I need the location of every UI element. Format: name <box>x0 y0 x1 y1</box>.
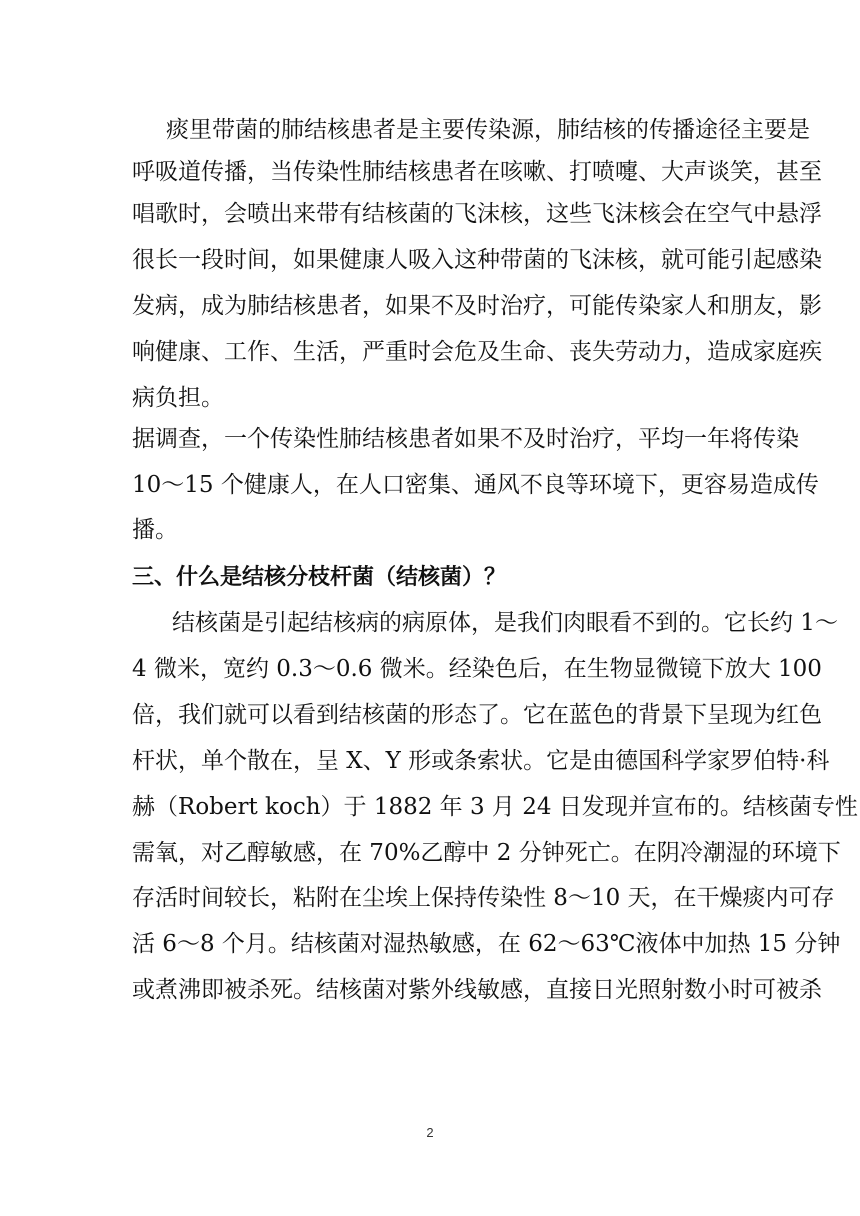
section-3-line-2: 4 微米，宽约 0.3～0.6 微米。经染色后，在生物显微镜下放大 100 <box>132 656 822 682</box>
section-3-line-9: 或煮沸即被杀死。结核菌对紫外线敏感，直接日光照射数小时可被杀 <box>132 977 822 1003</box>
page-number: 2 <box>426 1125 434 1140</box>
section-3-heading: 三、什么是结核分枝杆菌（结核菌）？ <box>132 565 507 590</box>
paragraph-2-line-1: 据调查，一个传染性肺结核患者如果不及时治疗，平均一年将传染 <box>132 426 799 452</box>
paragraph-1-line-4: 很长一段时间，如果健康人吸入这种带菌的飞沫核，就可能引起感染 <box>132 247 822 273</box>
section-3-line-4: 杆状，单个散在，呈 X、Y 形或条索状。它是由德国科学家罗伯特·科 <box>132 748 830 774</box>
section-3-line-8: 活 6～8 个月。结核菌对湿热敏感，在 62～63℃液体中加热 15 分钟 <box>132 931 841 957</box>
section-3-line-7: 存活时间较长，粘附在尘埃上保持传染性 8～10 天，在干燥痰内可存 <box>132 885 835 911</box>
paragraph-2-line-2: 10～15 个健康人，在人口密集、通风不良等环境下，更容易造成传 <box>132 472 819 498</box>
paragraph-1-line-3: 唱歌时，会喷出来带有结核菌的飞沫核，这些飞沫核会在空气中悬浮 <box>132 201 822 227</box>
section-3-line-5: 赫（Robert koch）于 1882 年 3 月 24 日发现并宣布的。结核菌专性 <box>132 794 858 820</box>
section-3-line-1: 结核菌是引起结核病的病原体，是我们肉眼看不到的。它长约 1～ <box>172 610 838 636</box>
section-3-line-6: 需氧，对乙醇敏感，在 70%乙醇中 2 分钟死亡。在阴冷潮湿的环境下 <box>132 840 841 866</box>
paragraph-1-line-7: 病负担。 <box>132 385 224 411</box>
paragraph-2-line-3: 播。 <box>132 517 178 543</box>
paragraph-1-line-1: 痰里带菌的肺结核患者是主要传染源，肺结核的传播途径主要是 <box>166 117 810 143</box>
paragraph-1-line-6: 响健康、工作、生活，严重时会危及生命、丧失劳动力，造成家庭疾 <box>132 339 822 365</box>
paragraph-1-line-2: 呼吸道传播，当传染性肺结核患者在咳嗽、打喷嚏、大声谈笑，甚至 <box>132 159 822 185</box>
paragraph-1-line-5: 发病，成为肺结核患者，如果不及时治疗，可能传染家人和朋友，影 <box>132 293 822 319</box>
section-3-line-3: 倍，我们就可以看到结核菌的形态了。它在蓝色的背景下呈现为红色 <box>132 702 822 728</box>
